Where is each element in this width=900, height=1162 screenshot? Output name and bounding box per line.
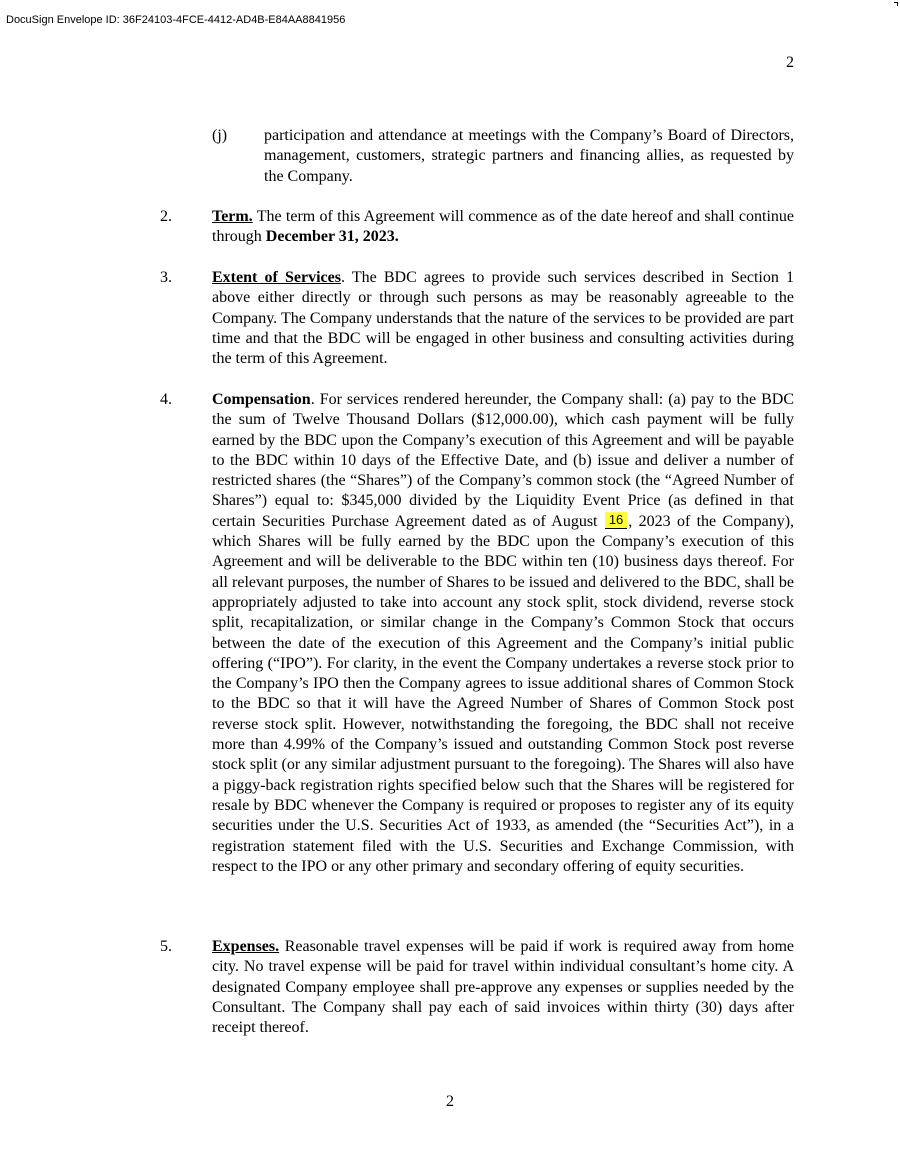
section-heading: Expenses. bbox=[212, 938, 280, 955]
section-text: The term of this Agreement will commence as of the date hereof and shall continue through bbox=[212, 208, 794, 246]
sub-item-j bbox=[212, 126, 794, 187]
corner-mark bbox=[894, 2, 898, 6]
docusign-envelope-id: DocuSign Envelope ID: 36F24103-4FCE-4412-AD4B-E84AA8841956 bbox=[6, 14, 346, 26]
section-extent-of-services bbox=[160, 268, 794, 369]
section-number: 5. bbox=[160, 938, 172, 955]
section-heading: Term. bbox=[212, 208, 253, 225]
section-compensation bbox=[160, 390, 794, 877]
page-number-bottom: 2 bbox=[446, 1093, 454, 1110]
section-text-continued: , 2023 of the Company), which Shares will be fully earned by the BDC upon the Company’s execution of this Agreement and will be deliverable to the BDC within ten (10) business days thereof. For all relevant purposes, the number of Shares to be issued and delivered to the BDC, shall be appropriately adjusted to take into account any stock split, stock dividend, reverse stock split, recapitalization, or similar change in the Company’s Common Stock that occurs between the date of the execution of this Agreement and the Company’s initial public offering (“IPO”). For clarity, in the event the Company undertakes a reverse stock prior to the Company’s IPO then the Company agrees to issue additional shares of Common Stock to the BDC so that it will have the Agreed Number of Shares of Common Stock post reverse stock split. However, notwithstanding the foregoing, the BDC shall not receive more than 4.99% of the Company’s issued and outstanding Common Stock post reverse stock split (or any similar adjustment pursuant to the foregoing). The Shares will also have a piggy-back registration rights specified below such that the Shares will be registered for resale by BDC whenever the Company is required or proposes to register any of its equity securities under the U.S. Securities Act of 1933, as amended (the “Securities Act”), in a registration statement filed with the U.S. Securities and Exchange Commission, with respect to the IPO or any other primary and secondary offering of equity securities. bbox=[212, 512, 795, 875]
section-text: Reasonable travel expenses will be paid if work is required away from home city. No travel expense will be paid for travel within individual consultant’s home city. A designated Company employee shall pre-approve any expenses or supplies needed by the Consultant. The Company shall pay each of said invoices within thirty (30) days after receipt thereof. bbox=[212, 938, 794, 1037]
page-number-top: 2 bbox=[786, 54, 794, 71]
section-text: . The BDC agrees to provide such services described in Section 1 above either directly or through such persons as may be reasonably agreeable to the Company. The Company understands that the nature of the services to be provided are part time and that the BDC will be engaged in other business and consulting activities during the term of this Agreement. bbox=[212, 269, 795, 368]
section-term bbox=[160, 207, 794, 248]
sub-item-text: participation and attendance at meetings with the Company’s Board of Directors, management, customers, strategic partners and financing allies, as requested by the Company. bbox=[264, 127, 794, 185]
section-number: 3. bbox=[160, 269, 172, 286]
section-body bbox=[212, 207, 794, 248]
section-body bbox=[212, 937, 794, 1038]
section-number: 2. bbox=[160, 208, 172, 225]
section-number: 4. bbox=[160, 391, 172, 408]
section-text: . For services rendered hereunder, the Company shall: (a) pay to the BDC the sum of Twelve Thousand Dollars ($12,000.00), which cash payment will be fully earned by the BDC upon the Company’s execution of this Agreement and will be payable to the BDC within 10 days of the Effective Date, and (b) issue and deliver a number of restricted shares (the “Shares”) of the Company’s common stock (the “Agreed Number of Shares”) equal to: $345,000 divided by the Liquidity Event Price (as defined in that certain Securities Purchase Agreement dated as of August bbox=[212, 391, 794, 530]
term-end-date: December 31, 2023. bbox=[265, 228, 399, 246]
sub-item-label: (j) bbox=[212, 127, 228, 144]
section-body bbox=[212, 390, 794, 877]
section-heading: Compensation bbox=[212, 391, 311, 408]
section-body bbox=[212, 268, 794, 369]
section-expenses bbox=[160, 937, 794, 1038]
date-field[interactable]: 16 bbox=[605, 512, 627, 529]
section-heading: Extent of Services bbox=[212, 269, 341, 286]
